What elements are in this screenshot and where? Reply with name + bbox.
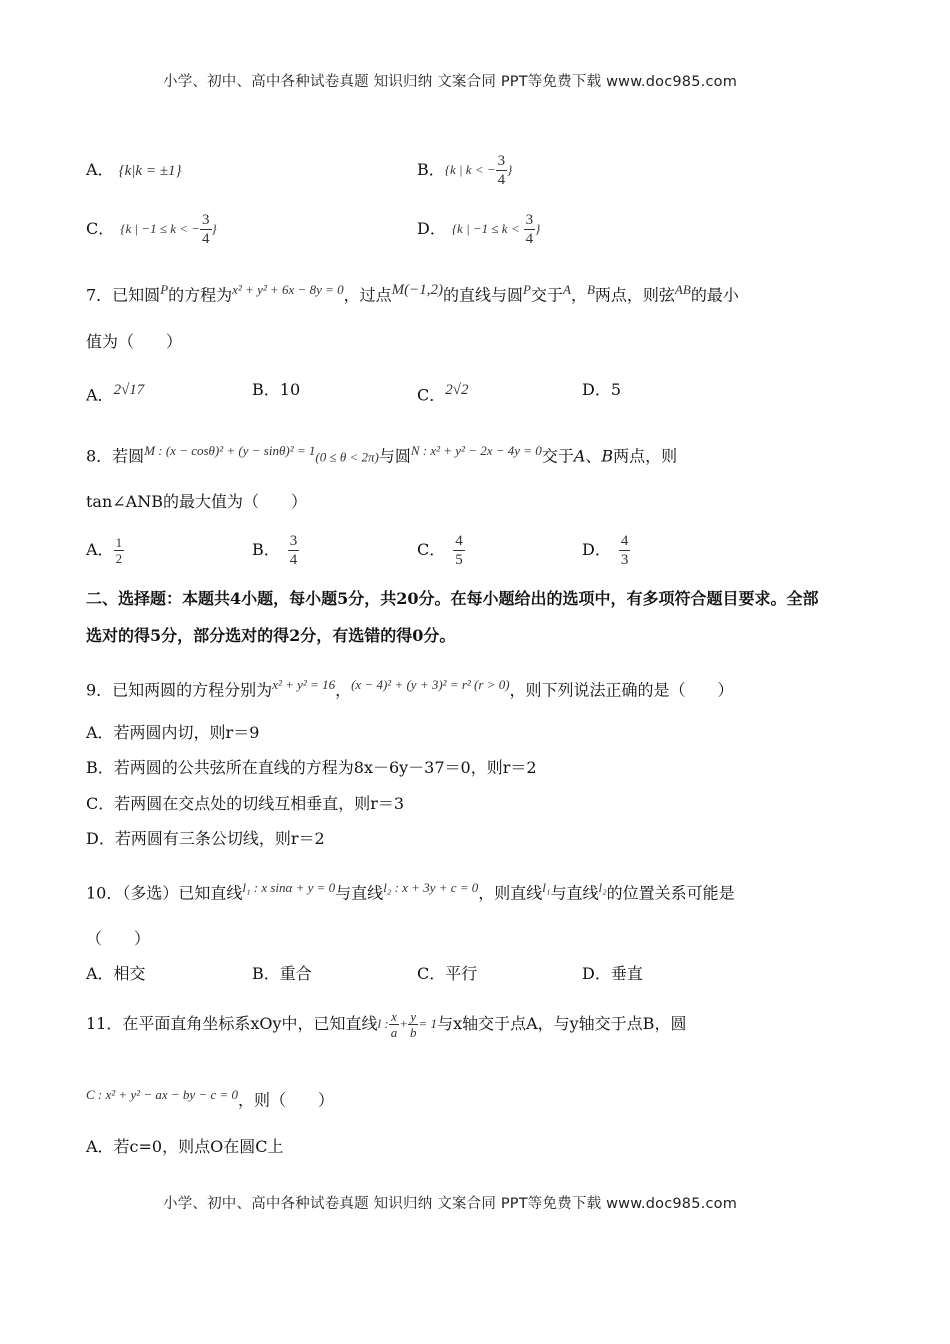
stem-text: 与x轴交于点A，与y轴交于点B，圆 xyxy=(437,1014,687,1033)
q6-option-a xyxy=(86,160,181,181)
denominator: 3 xyxy=(620,551,629,568)
formula: l₂ xyxy=(598,880,607,895)
option-label: B． xyxy=(417,160,445,179)
section-heading-line2: 选对的得5分，部分选对的得2分，有选错的得0分。 xyxy=(86,626,456,645)
stem-text: 10．（多选）已知直线 xyxy=(86,883,243,903)
formula-close: } xyxy=(507,162,513,177)
stem-text: 交于 xyxy=(530,285,563,305)
q6-option-c xyxy=(86,207,217,251)
formula: + xyxy=(399,1016,409,1031)
q10-stem xyxy=(86,878,735,903)
stem-text: ， xyxy=(570,285,587,305)
stem-text: 与直线 xyxy=(335,883,384,903)
stem-text: 7．已知圆 xyxy=(86,285,161,305)
q8-option-c xyxy=(417,528,465,572)
q10-stem-line2: （ ） xyxy=(86,929,151,948)
stem-text: 两点，则弦 xyxy=(594,285,675,305)
q6-option-b xyxy=(417,148,512,192)
formula: x² + y² = 16 xyxy=(272,677,336,692)
formula: l₁ : x sinα + y = 0 xyxy=(242,880,336,895)
stem-text: 的位置关系可能是 xyxy=(606,883,735,903)
numerator: 4 xyxy=(620,532,629,549)
stem-text: 与直线 xyxy=(550,883,599,903)
formula: C : x² + y² − ax − by − c = 0 xyxy=(86,1087,239,1102)
formula: {k | k < − xyxy=(444,162,496,177)
q11-option-a: A．若c=0，则点O在圆C上 xyxy=(86,1137,284,1156)
formula: M(−1,2) xyxy=(391,282,443,298)
stem-text: B xyxy=(601,446,614,466)
denominator: 4 xyxy=(202,230,210,247)
q10-option-d: D．垂直 xyxy=(582,964,643,983)
stem-text: 8．若圆 xyxy=(86,446,145,466)
formula: (0 ≤ θ < 2π) xyxy=(315,449,379,465)
page-footer: 小学、初中、高中各种试卷真题 知识归纳 文案合同 PPT等免费下载 www.doc985.com xyxy=(163,1196,738,1212)
numerator: x xyxy=(391,1008,397,1024)
q11-stem-line2 xyxy=(86,1085,334,1110)
q10-option-b: B．重合 xyxy=(252,964,312,983)
q8-option-b xyxy=(252,528,299,572)
stem-text: ，则下列说法正确的是（ ） xyxy=(509,680,734,700)
q9-option-a: A．若两圆内切，则r＝9 xyxy=(86,723,260,742)
section-heading: 二、选择题：本题共4小题，每小题5分，共20分。在每小题给出的选项中，有多项符合题目要求。全部 xyxy=(86,589,819,608)
denominator: 4 xyxy=(289,551,298,568)
formula: N : x² + y² − 2x − 4y = 0 xyxy=(410,443,542,458)
option-label: D． xyxy=(417,219,446,238)
formula: AB xyxy=(674,282,691,297)
option-label: C． xyxy=(86,219,115,238)
denominator: a xyxy=(390,1024,398,1040)
formula: B xyxy=(586,282,595,297)
q8-stem xyxy=(86,441,677,467)
stem-text: 与圆 xyxy=(378,446,411,466)
q9-option-b: B．若两圆的公共弦所在直线的方程为8x－6y－37＝0，则r＝2 xyxy=(86,758,537,777)
option-label: D． xyxy=(582,540,611,559)
stem-text: 9．已知两圆的方程分别为 xyxy=(86,680,273,700)
formula: M : (x − cosθ)² + (y − sinθ)² = 1 xyxy=(144,443,316,458)
stem-text: 交于 xyxy=(541,446,574,466)
numerator: 3 xyxy=(289,532,298,549)
denominator: 5 xyxy=(455,551,463,568)
q8-option-a xyxy=(86,528,124,572)
q11-stem xyxy=(86,1002,686,1046)
q7-option-d: D．5 xyxy=(582,380,622,399)
q9-option-c: C．若两圆在交点处的切线互相垂直，则r＝3 xyxy=(86,794,405,813)
stem-text: 的方程为 xyxy=(168,285,233,305)
formula: = 1 xyxy=(418,1016,438,1031)
formula: 2√17 xyxy=(113,382,145,398)
stem-text: 11．在平面直角坐标系xOy中，已知直线 xyxy=(86,1014,378,1033)
page-header: 小学、初中、高中各种试卷真题 知识归纳 文案合同 PPT等免费下载 www.doc985.com xyxy=(163,74,738,90)
q7-stem xyxy=(86,280,739,305)
q6-option-d xyxy=(417,207,540,251)
denominator: 4 xyxy=(525,230,534,247)
denominator: 4 xyxy=(497,171,506,188)
formula: l : xyxy=(377,1016,389,1031)
formula: l₂ : x + 3y + c = 0 xyxy=(383,880,479,895)
option-label: A． xyxy=(86,160,114,179)
formula: 2√2 xyxy=(445,382,469,398)
stem-text: ，过点 xyxy=(343,285,392,305)
denominator: b xyxy=(410,1024,417,1040)
formula: P xyxy=(523,282,531,297)
q8-option-d xyxy=(582,528,630,572)
option-label: A． xyxy=(86,540,114,559)
q8-stem-line2: tan∠ANB的最大值为（ ） xyxy=(86,492,307,511)
formula: P xyxy=(160,282,169,297)
option-label: A． xyxy=(86,385,114,405)
stem-text: 的最小 xyxy=(690,285,739,305)
numerator: 3 xyxy=(525,211,534,228)
q9-stem xyxy=(86,675,734,700)
q7-stem-line2: 值为（ ） xyxy=(86,332,183,351)
formula: x² + y² + 6x − 8y = 0 xyxy=(232,282,344,297)
formula: (x − 4)² + (y + 3)² = r² (r > 0) xyxy=(351,677,510,692)
stem-text: A xyxy=(573,446,586,466)
numerator: 3 xyxy=(202,211,210,228)
numerator: 3 xyxy=(497,152,506,169)
numerator: 4 xyxy=(455,532,463,549)
stem-text: 的直线与圆 xyxy=(443,285,524,305)
q10-option-a: A．相交 xyxy=(86,964,146,983)
q7-option-c xyxy=(417,380,468,405)
option-label: C． xyxy=(417,540,446,559)
formula: {k|k = ±1} xyxy=(118,163,182,179)
formula: {k | −1 ≤ k < xyxy=(451,221,520,236)
stem-text: 、 xyxy=(585,446,602,466)
numerator: 1 xyxy=(115,534,123,550)
stem-text: 两点，则 xyxy=(613,446,678,466)
stem-text: ，则直线 xyxy=(478,883,543,903)
q10-option-c: C．平行 xyxy=(417,964,478,983)
formula-close: } xyxy=(211,221,217,236)
formula: l₁ xyxy=(542,880,551,895)
q7-option-a xyxy=(86,380,144,405)
stem-text: ， xyxy=(335,680,352,700)
formula: A xyxy=(562,282,571,297)
option-label: B． xyxy=(252,540,280,559)
stem-text: ，则（ ） xyxy=(238,1090,335,1110)
formula: {k | −1 ≤ k < − xyxy=(120,221,201,236)
option-label: C． xyxy=(417,385,446,405)
numerator: y xyxy=(410,1008,417,1024)
formula-close: } xyxy=(535,221,541,236)
q7-option-b: B．10 xyxy=(252,380,301,399)
q9-option-d: D．若两圆有三条公切线，则r＝2 xyxy=(86,829,325,848)
denominator: 2 xyxy=(115,550,123,566)
